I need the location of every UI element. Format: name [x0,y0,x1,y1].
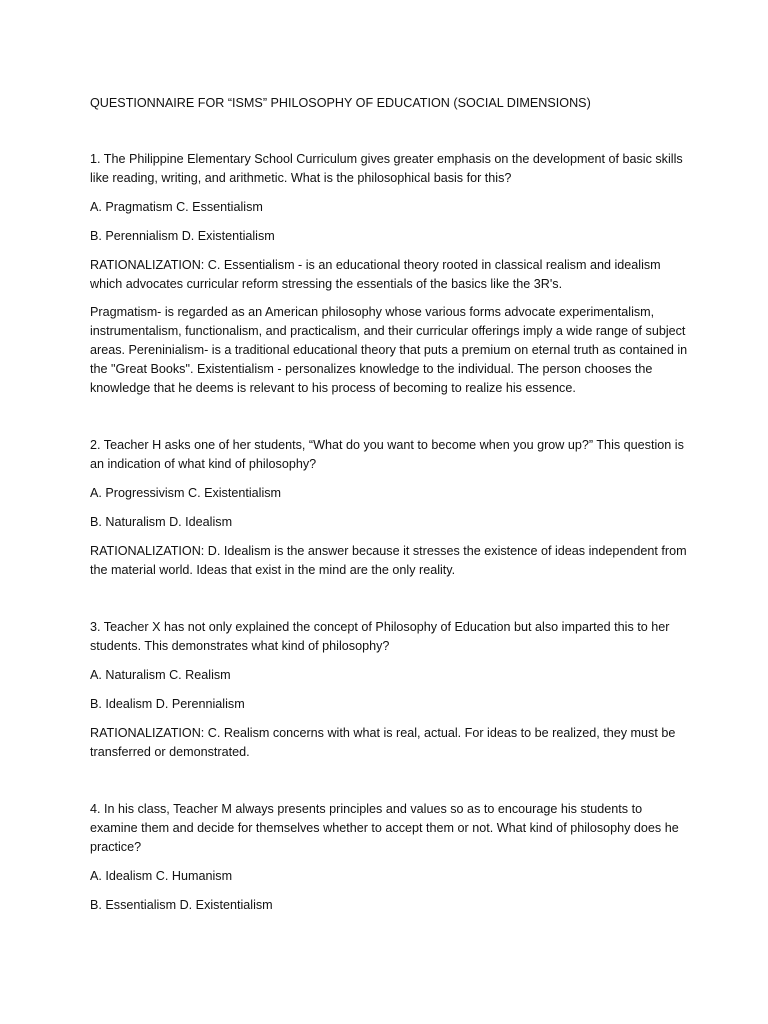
option-line-a: A. Idealism C. Humanism [90,869,233,883]
document-page [90,94,690,915]
option-line-b: B. Naturalism D. Idealism [90,515,233,529]
question-block-3 [90,618,690,762]
option-line-a: A. Pragmatism C. Essentialism [90,200,263,214]
option-line-a: A. Naturalism C. Realism [90,668,231,682]
question-text: 2. Teacher H asks one of her students, “What do you want to become when you grow up?” This question is an indication of what kind of philosophy? [90,438,684,471]
rationalization-text: RATIONALIZATION: D. Idealism is the answer because it stresses the existence of ideas independent from the material world. Ideas that exist in the mind are the only reality. [90,544,687,577]
option-line-b: B. Essentialism D. Existentialism [90,898,273,912]
question-text: 3. Teacher X has not only explained the concept of Philosophy of Education but also imparted this to her students. This demonstrates what kind of philosophy? [90,620,670,653]
option-line-b: B. Idealism D. Perennialism [90,697,245,711]
explanation-paragraph: Pragmatism- is regarded as an American philosophy whose various forms advocate experimentalism, instrumentalism, functionalism, and practicalism, and their curricular offerings imply a wide range of subject areas. Pereninialism- is a traditional educational theory that puts a premium on eternal truth as contained in the "Great Books". Existentialism - personalizes knowledge to the individual. The person chooses the knowledge that he deems is relevant to his process of becoming to realize his essence. [90,305,688,395]
document-title: QUESTIONNAIRE FOR “ISMS” PHILOSOPHY OF EDUCATION (SOCIAL DIMENSIONS) [90,96,591,110]
rationalization-text: RATIONALIZATION: C. Realism concerns with what is real, actual. For ideas to be realized, they must be transferred or demonstrated. [90,726,676,759]
option-line-b: B. Perennialism D. Existentialism [90,229,275,243]
option-line-a: A. Progressivism C. Existentialism [90,486,282,500]
question-block-4 [90,800,690,915]
question-text: 4. In his class, Teacher M always presents principles and values so as to encourage his students to examine them and decide for themselves whether to accept them or not. What kind of philosophy does he practice? [90,802,679,854]
question-block-1 [90,150,690,398]
question-text: 1. The Philippine Elementary School Curriculum gives greater emphasis on the development of basic skills like reading, writing, and arithmetic. What is the philosophical basis for this? [90,152,683,185]
rationalization-text: RATIONALIZATION: C. Essentialism - is an educational theory rooted in classical realism and idealism which advocates curricular reform stressing the essentials of the basics like the 3R's. [90,258,661,291]
question-block-2 [90,436,690,580]
